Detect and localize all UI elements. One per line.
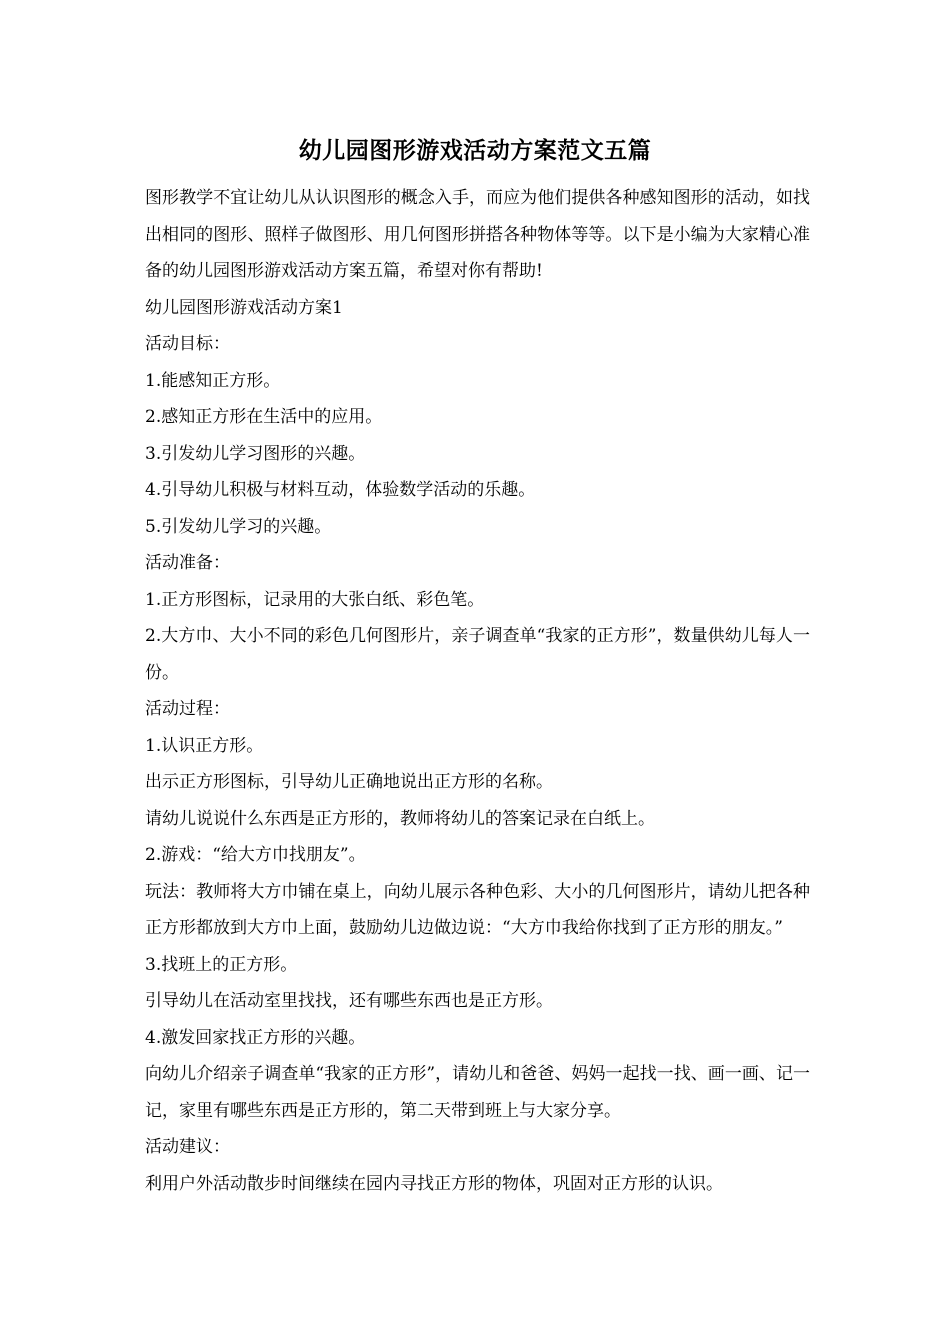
process-step: 2.游戏：“给大方巾找朋友”。 <box>145 845 366 865</box>
goal-item: 5.引发幼儿学习的兴趣。 <box>145 516 332 537</box>
goal-item: 1.能感知正方形。 <box>145 370 281 391</box>
process-step: 1.认识正方形。 <box>145 735 264 756</box>
heading-activity-preparation: 活动准备： <box>145 553 230 573</box>
process-step: 4.激发回家找正方形的兴趣。 <box>145 1027 366 1048</box>
process-text: 出示正方形图标，引导幼儿正确地说出正方形的名称。 <box>145 772 553 792</box>
process-step: 3.找班上的正方形。 <box>145 954 298 975</box>
intro-paragraph: 图形教学不宜让幼儿从认识图形的概念入手，而应为他们提供各种感知图形的活动，如找出相同的图形、照样子做图形、用几何图形拼搭各种物体等等。以下是小编为大家精心准备的幼儿园图形游戏活动方案五篇，希望对你有帮助! <box>145 188 810 281</box>
preparation-item: 1.正方形图标，记录用的大张白纸、彩色笔。 <box>145 589 485 610</box>
section-heading-plan-1: 幼儿园图形游戏活动方案1 <box>145 297 343 318</box>
process-text: 向幼儿介绍亲子调查单“我家的正方形”，请幼儿和爸爸、妈妈一起找一找、画一画、记一记，家里有哪些东西是正方形的，第二天带到班上与大家分享。 <box>145 1064 810 1121</box>
goal-item: 2.感知正方形在生活中的应用。 <box>145 407 383 427</box>
process-text: 请幼儿说说什么东西是正方形的，教师将幼儿的答案记录在白纸上。 <box>145 808 655 829</box>
heading-activity-suggestions: 活动建议： <box>145 1137 230 1157</box>
process-text: 引导幼儿在活动室里找找，还有哪些东西也是正方形。 <box>145 991 553 1011</box>
heading-activity-process: 活动过程： <box>145 699 230 719</box>
preparation-item: 2.大方巾、大小不同的彩色几何图形片，亲子调查单“我家的正方形”，数量供幼儿每人一份。 <box>145 626 810 683</box>
goal-item: 4.引导幼儿积极与材料互动，体验数学活动的乐趣。 <box>145 480 536 500</box>
suggestion-text: 利用户外活动散步时间继续在园内寻找正方形的物体，巩固对正方形的认识。 <box>145 1173 723 1194</box>
heading-activity-goals: 活动目标： <box>145 334 230 354</box>
process-text: 玩法：教师将大方巾铺在桌上，向幼儿展示各种色彩、大小的几何图形片，请幼儿把各种正方形都放到大方巾上面，鼓励幼儿边做边说：“大方巾我给你找到了正方形的朋友。” <box>145 881 810 938</box>
document-title: 幼儿园图形游戏活动方案范文五篇 <box>298 137 652 164</box>
goal-item: 3.引发幼儿学习图形的兴趣。 <box>145 443 366 464</box>
document-body <box>145 180 810 1202</box>
